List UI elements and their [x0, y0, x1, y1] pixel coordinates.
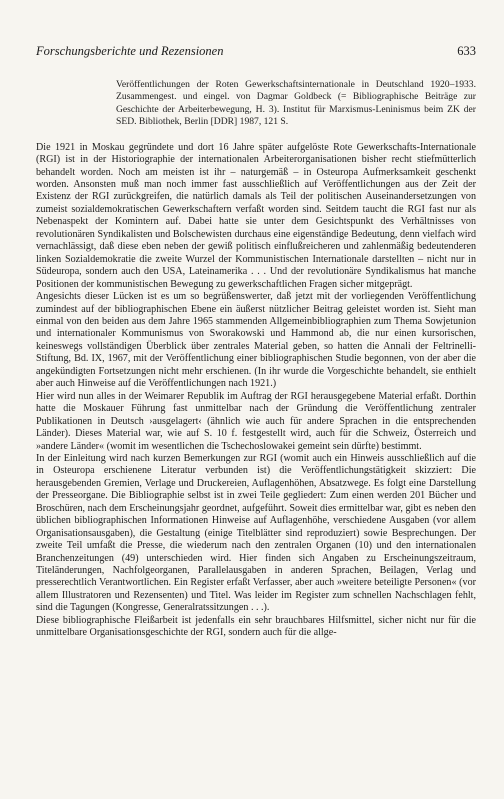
body-paragraph: Die 1921 in Moskau gegründete und dort 16 Jahre später aufgelöste Rote Gewerkschafts-Internationale (RGI) ist in der Historiographie der internationalen Arbeiterorganisationen bisher recht stiefmütterlich behandelt worden. Noch am meisten ist ihr – naturgemäß – in Osteuropa Aufmerksamkeit geschenkt worden. Ansonsten muß man noch immer fast ausschließlich auf Veröffentlichungen aus der Zeit der Existenz der RGI zurückgreifen, die natürlich damals als Teil der politischen Auseinandersetzungen von zumeist sozialdemokratischen Gewerkschaftern verfaßt worden sind. Seitdem taucht die RGI fast nur als Nebenaspekt der Komintern auf. Dabei hatte sie unter dem Gesichtspunkt des Verhältnisses von revolutionären Syndikalisten und Bolschewisten durchaus eine eigenständige Bedeutung, denn vielfach wird vernachlässigt, daß diese eben neben der gewiß politisch einflußreicheren und zahlenmäßig bedeutenderen linken Sozialdemokratie die zweite Wurzel der Kommunistischen Internationale darstellten – nicht nur in Südeuropa, sondern auch den USA, Lateinamerika . . . Und der revolutionäre Syndikalismus hat manche Positionen der kommunistischen Bewegung zu gewerkschaftlichen Fragen sicher mitgeprägt. — [36, 141, 476, 290]
reviewed-work-citation: Veröffentlichungen der Roten Gewerkschaftsinternationale in Deutschland 1920–1933. Zusammengest. und eingel. von Dagmar Goldbeck (= Bibliographische Beiträge zur Geschichte der Arbeiterbewegung, H. 3). Institut für Marxismus-Leninismus beim ZK der SED. Bibliothek, Berlin [DDR] 1987, 121 S. — [116, 79, 476, 128]
section-title: Forschungsberichte und Rezensionen — [36, 44, 224, 58]
body-paragraph: Diese bibliographische Fleißarbeit ist jedenfalls ein sehr brauchbares Hilfsmittel, sicher nicht nur für die unmittelbare Organisationsgeschichte der RGI, sondern auch für die allge- — [36, 614, 476, 639]
body-paragraph: Hier wird nun alles in der Weimarer Republik im Auftrag der RGI herausgegebene Material erfaßt. Dorthin hatte die Moskauer Führung fast unmittelbar nach der Gründung die Veröffentlichung zentraler Publikationen in Deutsch ›ausgelagert‹ (ähnlich wie auch für andere Sprachen in die entsprechenden Länder). Dieses Material war, wie auf S. 10 f. festgestellt wird, auch für die Schweiz, Österreich und »andere Länder« (womit im wesentlichen die Tschechoslowakei gemeint sein dürfte) bestimmt. — [36, 390, 476, 452]
body-paragraph: In der Einleitung wird nach kurzen Bemerkungen zur RGI (womit auch ein Hinweis ausschließlich auf die in Osteuropa erschienene Literatur verbunden ist) die Veröffentlichungstätigkeit skizziert: Die herausgebenden Gremien, Verlage und Druckereien, Auflagenhöhen, Absatzwege. Es folgt eine Darstellung der Presseorgane. Die Bibliographie selbst ist in zwei Teile gegliedert: Zum einen werden 201 Bücher und Broschüren, nach dem Erscheinungsjahr geordnet, aufgeführt. Soweit dies ermittelbar war, gibt es neben den üblichen bibliographischen Informationen Hinweise auf Auflagenhöhe, verschiedene Ausgaben (vor allem Organisationsausgaben), die Gestaltung (einige Titelblätter sind reproduziert) sowie Besprechungen. Der zweite Teil umfaßt die Presse, die wiederum nach den zentralen Organen (10) und den internationalen Branchenzeitungen (49) unterschieden wird. Hier finden sich Angaben zu Erscheinungszeitraum, Titeländerungen, Nachfolgeorganen, Parallelausgaben in anderen Sprachen, Beilagen, Verlag und presserechtlich Verantwortlichen. Ein Register erfaßt Verfasser, aber auch »weitere beteiligte Personen« (vor allem Illustratoren und Rezensenten) und Titel. Was leider im Register zum schnellen Nachschlagen fehlt, sind die Tagungen (Kongresse, Generalratssitzungen . . .). — [36, 452, 476, 614]
page-number: 633 — [457, 44, 476, 58]
running-header — [36, 0, 476, 59]
review-body — [36, 142, 476, 640]
body-paragraph: Angesichts dieser Lücken ist es um so begrüßenswerter, daß jetzt mit der vorliegenden Veröffentlichung zumindest auf der bibliographischen Ebene ein äußerst nützlicher Beitrag geleistet worden ist. Sieht man einmal von den beiden aus dem Jahre 1965 stammenden Allgemeinbibliographien zum Thema Sowjetunion und internationaler Kommunismus von Sworakowski und Hammond ab, die nur einen kursorischen, keineswegs vollständigen Überblick über zentrales Material geben, so hatten die Annali der Feltrinelli-Stiftung, Bd. IX, 1967, mit der Veröffentlichung einer bibliographischen Studie begonnen, von der aber die angekündigten Fortsetzungen nicht mehr erschienen. (In ihr wurde die Vorgeschichte behandelt, sie enthielt aber auch Hinweise auf die Veröffentlichungen nach 1921.) — [36, 291, 476, 390]
